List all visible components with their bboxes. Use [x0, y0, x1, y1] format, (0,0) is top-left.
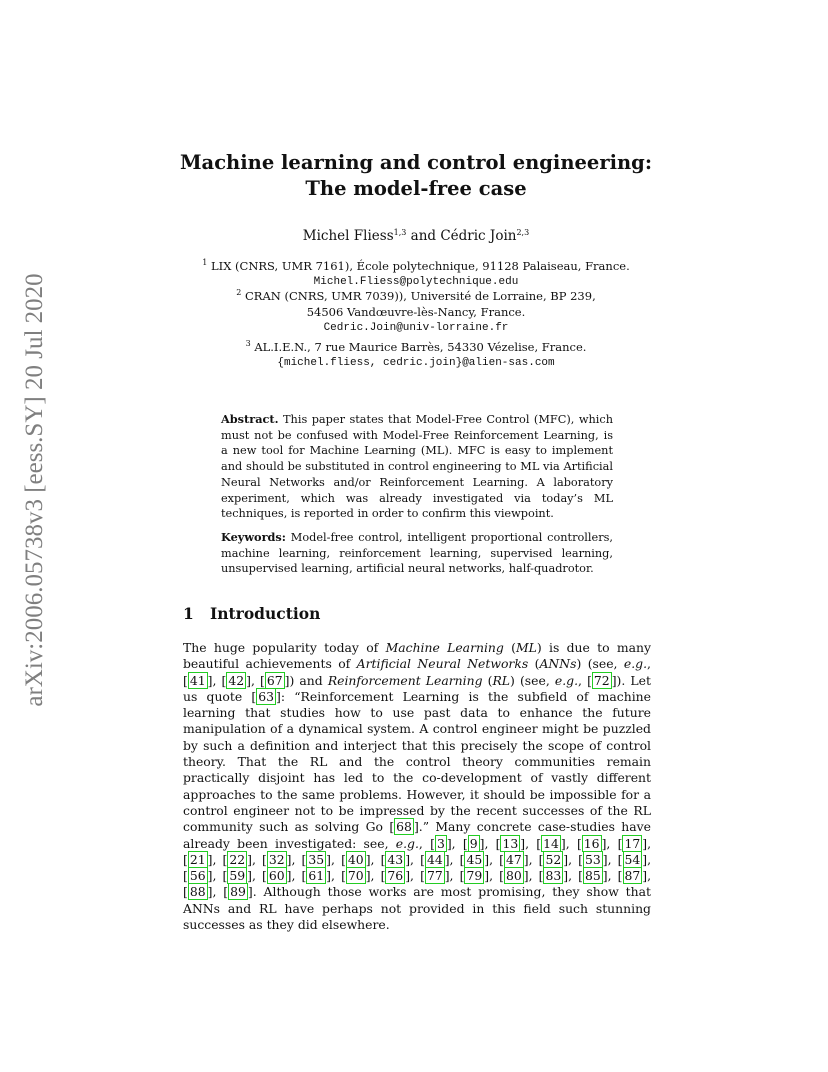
body-text: ) and	[289, 672, 328, 688]
body-text: The huge popularity today of	[183, 640, 386, 655]
citation-link[interactable]: 85	[585, 868, 601, 884]
citation-link[interactable]: 59	[229, 868, 246, 884]
email-link[interactable]: {michel.fliess, cedric.join}@alien-sas.com	[277, 357, 555, 369]
author-name: Michel Fliess	[302, 228, 394, 244]
citation-link[interactable]: 89	[230, 884, 246, 900]
body-text: ) (see,	[510, 672, 555, 688]
citation-link[interactable]: 83	[545, 868, 562, 884]
body-text: ) (see,	[576, 656, 624, 672]
body-italic: ANNs	[539, 656, 577, 672]
body-text: ). Let us quote	[183, 672, 651, 704]
body-text: (	[528, 656, 540, 672]
citation-link[interactable]: 68	[396, 819, 412, 835]
body-text: (	[482, 672, 493, 688]
introduction-paragraph: The huge popularity today of Machine Learning (ML) is due to many beautiful achievements of Artificial Neural Networks (ANNs) (see, e.g., [ 41 ], [ 42 ], [ 67 ]) and Reinforcement Learning (RL) (see, e.g., [ 72 ]). Let us quote [ 63 ]: “Reinforcement Learning is the subfield of machine learning that studies how to use past data to enhance the future manipulation of a dynamical system. A control engineer might be puzzled by such a definition and interject that this precisely the scope of control theory. That the RL and the control theory communities remain practically disjoint has led to the co-development of vastly different approaches to the same problems. However, it should be impossible for a control engineer not to be impressed by the recent successes of the RL community such as solving Go [ 68 ].” Many concrete case-studies have already been investigated: see, e.g., [ 3 ], [ 9 ], [ 13 ], [ 14 ], [ 16 ], [ 17 ], [ 21 ], [ 22 ], [ 32 ], [ 35 ], [ 40 ], [ 43 ], [ 44 ], [ 45 ], [ 47 ], [ 52 ], [ 53 ], [ 54 ], [ 56 ], [ 59 ], [ 60 ], [ 61 ], [ 70 ], [ 76 ], [ 77 ], [ 79 ], [ 80 ], [ 83 ], [ 85 ], [ 87 ], [ 88 ], [ 89 ]. Although those works are most promising, they show that ANNs and RL have perhaps not provided in this field such stunning successes as they did elsewhere.	[183, 640, 652, 933]
affiliation-1	[140, 258, 692, 290]
citation-link[interactable]: 70	[347, 868, 364, 884]
citation-link[interactable]: 3	[436, 835, 445, 851]
author-conjunction: and	[406, 228, 441, 244]
author-list	[140, 228, 692, 244]
citation-link[interactable]: 54	[624, 851, 641, 867]
citation-link[interactable]: 72	[593, 672, 610, 688]
citation-link[interactable]: 47	[505, 851, 522, 867]
paper-title	[140, 150, 692, 202]
citation-link[interactable]: 32	[268, 851, 285, 867]
citation-group: [ 41 ], [ 42 ], [ 67 ]	[183, 672, 290, 688]
citation-link[interactable]: 22	[229, 851, 246, 867]
affiliation-address: LIX (CNRS, UMR 7161), École polytechnique, 91128 Palaiseau, France.	[207, 259, 630, 273]
body-italic: e.g.	[554, 672, 579, 688]
body-text: .” Many concrete case-studies have already been investigated: see,	[183, 819, 651, 851]
citation-link[interactable]: 56	[189, 868, 206, 884]
citation-link[interactable]: 9	[469, 835, 478, 851]
affiliation-3	[140, 339, 692, 371]
abstract-text: This paper states that Model-Free Control (MFC), which must not be confused with Model-Free Reinforcement Learning, is a new tool for Machine Learning (ML). MFC is easy to implement and should be substituted in control engineering to ML via Artificial Neural Networks and/or Reinforcement Learning. A laboratory experiment, which was already investigated via today’s ML techniques, is reported in order to confirm this viewpoint.	[221, 413, 613, 521]
section-title: Introduction	[210, 604, 321, 623]
body-text: ,	[647, 656, 651, 672]
citation-link[interactable]: 61	[308, 868, 325, 884]
body-text: ,	[418, 835, 431, 851]
citation-link[interactable]: 80	[505, 868, 522, 884]
affiliation-number: 3	[245, 339, 251, 348]
arxiv-identifier: arXiv:2006.05738v3 [eess.SY] 20 Jul 2020	[21, 273, 48, 707]
citation-link[interactable]: 40	[347, 851, 364, 867]
citation-link[interactable]: 52	[545, 851, 562, 867]
citation-link[interactable]: 43	[387, 851, 404, 867]
citation-link[interactable]: 17	[624, 835, 641, 851]
author-affiliation-mark: 2,3	[516, 228, 530, 237]
citation-link[interactable]: 45	[466, 851, 483, 867]
author-name: Cédric Join	[440, 228, 517, 244]
body-italic: ML	[515, 640, 537, 655]
citation-link[interactable]: 88	[189, 884, 206, 900]
body-text: (	[503, 640, 516, 655]
body-italic: Machine Learning	[385, 640, 504, 655]
affiliation-2	[140, 288, 692, 336]
affiliation-address-line: 54506 Vandœuvre-lès-Nancy, France.	[306, 305, 526, 319]
body-text: ,	[578, 672, 588, 688]
title-line-2: The model-free case	[305, 177, 527, 200]
abstract-label: Abstract.	[221, 412, 279, 426]
citation-link[interactable]: 44	[426, 851, 443, 867]
citation-link[interactable]: 14	[543, 835, 559, 851]
body-italic: e.g.	[623, 656, 648, 672]
citation-link[interactable]: 13	[502, 835, 519, 851]
title-line-1: Machine learning and control engineering:	[179, 151, 653, 174]
body-text: . Although those works are most promising, they show that ANNs and RL have perhaps not provided in this field such stunning successes as they did elsewhere.	[183, 884, 651, 933]
citation-link[interactable]: 16	[583, 835, 600, 851]
citation-link[interactable]: 60	[268, 868, 285, 884]
citation-link[interactable]: 76	[387, 868, 404, 884]
citation-link[interactable]: 53	[585, 851, 601, 867]
citation-link[interactable]: 21	[189, 851, 206, 867]
citation-link[interactable]: 67	[266, 672, 283, 688]
body-text: ) is due to many beautiful achievements of	[183, 640, 651, 672]
keywords-text: Model-free control, intelligent proportional controllers, machine learning, reinforcement learning, supervised learning, unsupervised learning, artificial neural networks, half-quadrotor.	[221, 531, 613, 576]
body-italic: Artificial Neural Networks	[356, 656, 529, 672]
affiliation-number: 1	[202, 258, 208, 267]
citation-link[interactable]: 79	[466, 868, 483, 884]
abstract	[221, 412, 613, 522]
body-italic: e.g.	[395, 835, 419, 851]
affiliation-number: 2	[236, 288, 242, 297]
body-text: : “Reinforcement Learning is the subfield of machine learning that studies how to use past data to enhance the future manipulation of a dynamical system. A control engineer might be puzzled by such a definition and interject that this precisely the scope of control theory. That the RL and the control theory communities remain practically disjoint has led to the co-development of vastly different approaches to the same problems. However, it should be impossible for a control engineer not to be impressed by the recent successes of the RL community such as solving Go	[183, 688, 651, 835]
citation-link[interactable]: 87	[624, 868, 641, 884]
citation-link[interactable]: 41	[189, 672, 206, 688]
affiliation-address: CRAN (CNRS, UMR 7039)), Université de Lorraine, BP 239,	[241, 289, 596, 303]
affiliation-address: AL.I.E.N., 7 rue Maurice Barrès, 54330 Vézelise, France.	[250, 340, 587, 354]
citation-link[interactable]: 63	[258, 688, 275, 704]
body-italic: Reinforcement Learning	[327, 672, 483, 688]
email-link[interactable]: Cedric.Join@univ-lorraine.fr	[323, 322, 509, 334]
section-number: 1	[183, 604, 194, 623]
citation-link[interactable]: 77	[426, 868, 443, 884]
email-link[interactable]: Michel.Fliess@polytechnique.edu	[313, 276, 519, 288]
citation-group: [ 3 ], [ 9 ], [ 13 ], [ 14 ], [ 16 ], [ 17 ], [ 21 ], [ 22 ], [ 32 ], [ 35 ], [ 40 ], [ 43 ], [ 44 ], [ 45 ], [ 47 ], [ 52 ], [ 53 ], [ 54 ], [ 56 ], [ 59 ], [ 60 ], [ 61 ], [ 70 ], [ 76 ], [ 77 ], [ 79 ], [ 80 ], [ 83 ], [ 85 ], [ 87 ], [ 88 ], [ 89 ]	[183, 835, 652, 900]
keywords-label: Keywords:	[221, 530, 286, 544]
citation-link[interactable]: 42	[228, 672, 245, 688]
keywords	[221, 530, 613, 577]
body-italic: RL	[492, 672, 511, 688]
author-affiliation-mark: 1,3	[393, 228, 407, 237]
citation-link[interactable]: 35	[308, 851, 325, 867]
section-heading	[183, 604, 320, 623]
